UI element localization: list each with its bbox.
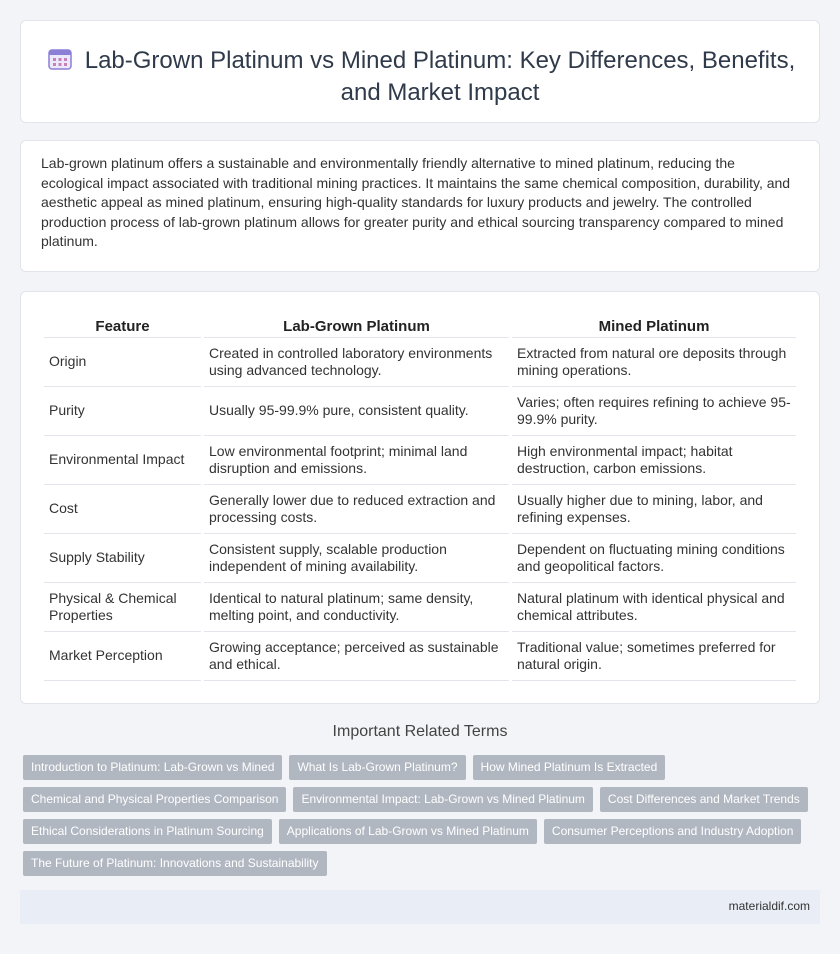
lab-grown-cell: Generally lower due to reduced extraction and processing costs. [204,485,509,534]
related-term-tag[interactable]: How Mined Platinum Is Extracted [473,755,666,780]
mined-cell: Varies; often requires refining to achieve 95-99.9% purity. [512,387,796,436]
feature-cell: Market Perception [44,632,201,681]
intro-paragraph: Lab-grown platinum offers a sustainable and environmentally friendly alternative to mined platinum, reducing the ecological impact associated with traditional mining practices. It maintains the same chemical composition, durability, and aesthetic appeal as mined platinum, ensuring high-quality standards for luxury products and jewelry. The controlled production process of lab-grown platinum allows for greater purity and ethical sourcing transparency compared to mined platinum. [41,155,791,250]
table-row [44,583,796,632]
mined-cell: High environmental impact; habitat destruction, carbon emissions. [512,436,796,485]
mined-cell: Extracted from natural ore deposits through mining operations. [512,338,796,387]
feature-cell: Cost [44,485,201,534]
mined-cell: Traditional value; sometimes preferred for natural origin. [512,632,796,681]
related-term-tag[interactable]: Environmental Impact: Lab-Grown vs Mined Platinum [293,787,592,812]
table-row [44,387,796,436]
lab-grown-cell: Growing acceptance; perceived as sustainable and ethical. [204,632,509,681]
tag-row [23,787,823,812]
intro-card [20,140,820,272]
footer-site-link[interactable]: materialdif.com [728,899,810,913]
comparison-table-card [20,291,820,704]
related-term-tag[interactable]: Cost Differences and Market Trends [600,787,808,812]
related-term-tag[interactable]: Consumer Perceptions and Industry Adoption [544,819,801,844]
related-term-tag[interactable]: Introduction to Platinum: Lab-Grown vs Mined [23,755,282,780]
feature-cell: Purity [44,387,201,436]
lab-grown-cell: Consistent supply, scalable production independent of mining availability. [204,534,509,583]
header-lab-grown: Lab-Grown Platinum [204,315,509,338]
table-header-row [44,315,796,338]
table-row [44,338,796,387]
tag-row [23,819,823,844]
tag-row [23,851,823,876]
table-row [44,485,796,534]
feature-cell: Supply Stability [44,534,201,583]
related-term-tag[interactable]: What Is Lab-Grown Platinum? [289,755,465,780]
footer [20,890,820,924]
header-card [20,20,820,123]
related-term-tag[interactable]: Ethical Considerations in Platinum Sourcing [23,819,272,844]
mined-cell: Usually higher due to mining, labor, and refining expenses. [512,485,796,534]
related-term-tag[interactable]: The Future of Platinum: Innovations and Sustainability [23,851,327,876]
feature-cell: Physical & Chemical Properties [44,583,201,632]
calendar-icon [47,47,73,71]
feature-cell: Origin [44,338,201,387]
related-term-tag[interactable]: Chemical and Physical Properties Comparison [23,787,286,812]
lab-grown-cell: Identical to natural platinum; same density, melting point, and conductivity. [204,583,509,632]
related-terms-tags [23,755,823,883]
related-term-tag[interactable]: Applications of Lab-Grown vs Mined Platinum [279,819,537,844]
header-feature: Feature [44,315,201,338]
related-terms-heading: Important Related Terms [332,723,508,740]
table-row [44,436,796,485]
table-row [44,534,796,583]
mined-cell: Natural platinum with identical physical and chemical attributes. [512,583,796,632]
page-title: Lab-Grown Platinum vs Mined Platinum: Key Differences, Benefits, and Market Impact [84,47,796,106]
lab-grown-cell: Usually 95-99.9% pure, consistent quality. [204,387,509,436]
table-row [44,632,796,681]
lab-grown-cell: Low environmental footprint; minimal land disruption and emissions. [204,436,509,485]
comparison-table [41,315,799,681]
header-mined: Mined Platinum [512,315,796,338]
mined-cell: Dependent on fluctuating mining conditions and geopolitical factors. [512,534,796,583]
tag-row [23,755,823,780]
lab-grown-cell: Created in controlled laboratory environments using advanced technology. [204,338,509,387]
feature-cell: Environmental Impact [44,436,201,485]
